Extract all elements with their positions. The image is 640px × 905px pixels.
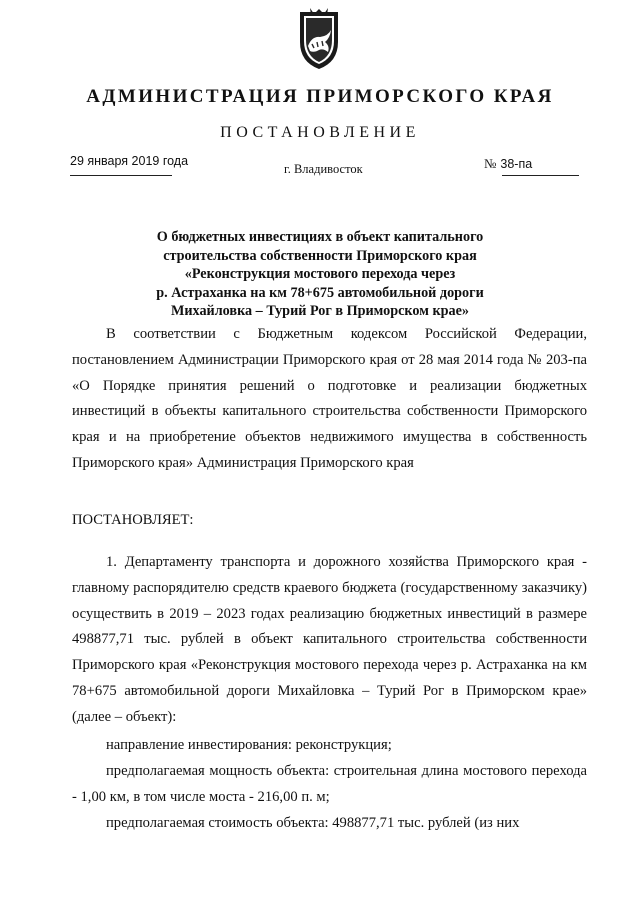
document-subject	[120, 228, 520, 321]
organization-title: АДМИНИСТРАЦИЯ ПРИМОРСКОГО КРАЯ	[86, 86, 554, 107]
subject-line: р. Астраханка на км 78+675 автомобильной дороги	[156, 284, 484, 301]
preamble-paragraph: В соответствии с Бюджетным кодексом Российской Федерации, постановлением Администрации Приморского края от 28 мая 2014 года № 203-па «О Порядке принятия решений о подготовке и реализации бюджетных инвестиций в объекты капитального строительства собственности Приморского края и на приобретение объектов недвижимого имущества в собственность Приморского края» Администрация Приморского края	[72, 326, 587, 471]
object-cost: предполагаемая стоимость объекта: 498877,71 тыс. рублей (из них	[106, 815, 520, 831]
subject-line: строительства собственности Приморского края	[163, 247, 477, 264]
coat-of-arms-tiger-icon	[290, 6, 348, 72]
object-capacity: предполагаемая мощность объекта: строительная длина мостового перехода - 1,00 км, в том числе моста - 216,00 п. м;	[72, 763, 587, 805]
document-date: 29 января 2019 года	[70, 154, 189, 168]
number-label: №	[484, 156, 497, 171]
document-city: г. Владивосток	[284, 162, 363, 176]
document-number	[484, 156, 532, 172]
investment-direction: направление инвестирования: реконструкция;	[106, 737, 392, 753]
number-underline	[502, 175, 579, 176]
subject-line: «Реконструкция мостового перехода через	[184, 266, 456, 282]
document-type: ПОСТАНОВЛЕНИЕ	[220, 124, 420, 141]
subject-line: О бюджетных инвестициях в объект капитального	[156, 229, 484, 245]
number-value: 38-па	[500, 157, 533, 171]
subject-line: Михайловка – Турий Рог в Приморском крае»	[170, 303, 469, 319]
item-1-paragraph: 1. Департаменту транспорта и дорожного хозяйства Приморского края - главному распорядителю средств краевого бюджета (государственному заказчику) осуществить в 2019 – 2023 годах реализацию бюджетных инвестиций в размере 498877,71 тыс. рублей в объект капитального строительства собственности Приморского края «Реконструкция мостового перехода через р. Астраханка на км 78+675 автомобильной дороги Михайловка – Турий Рог в Приморском крае» (далее – объект):	[72, 554, 587, 725]
date-underline	[70, 175, 172, 176]
resolves-heading: ПОСТАНОВЛЯЕТ:	[72, 512, 194, 528]
